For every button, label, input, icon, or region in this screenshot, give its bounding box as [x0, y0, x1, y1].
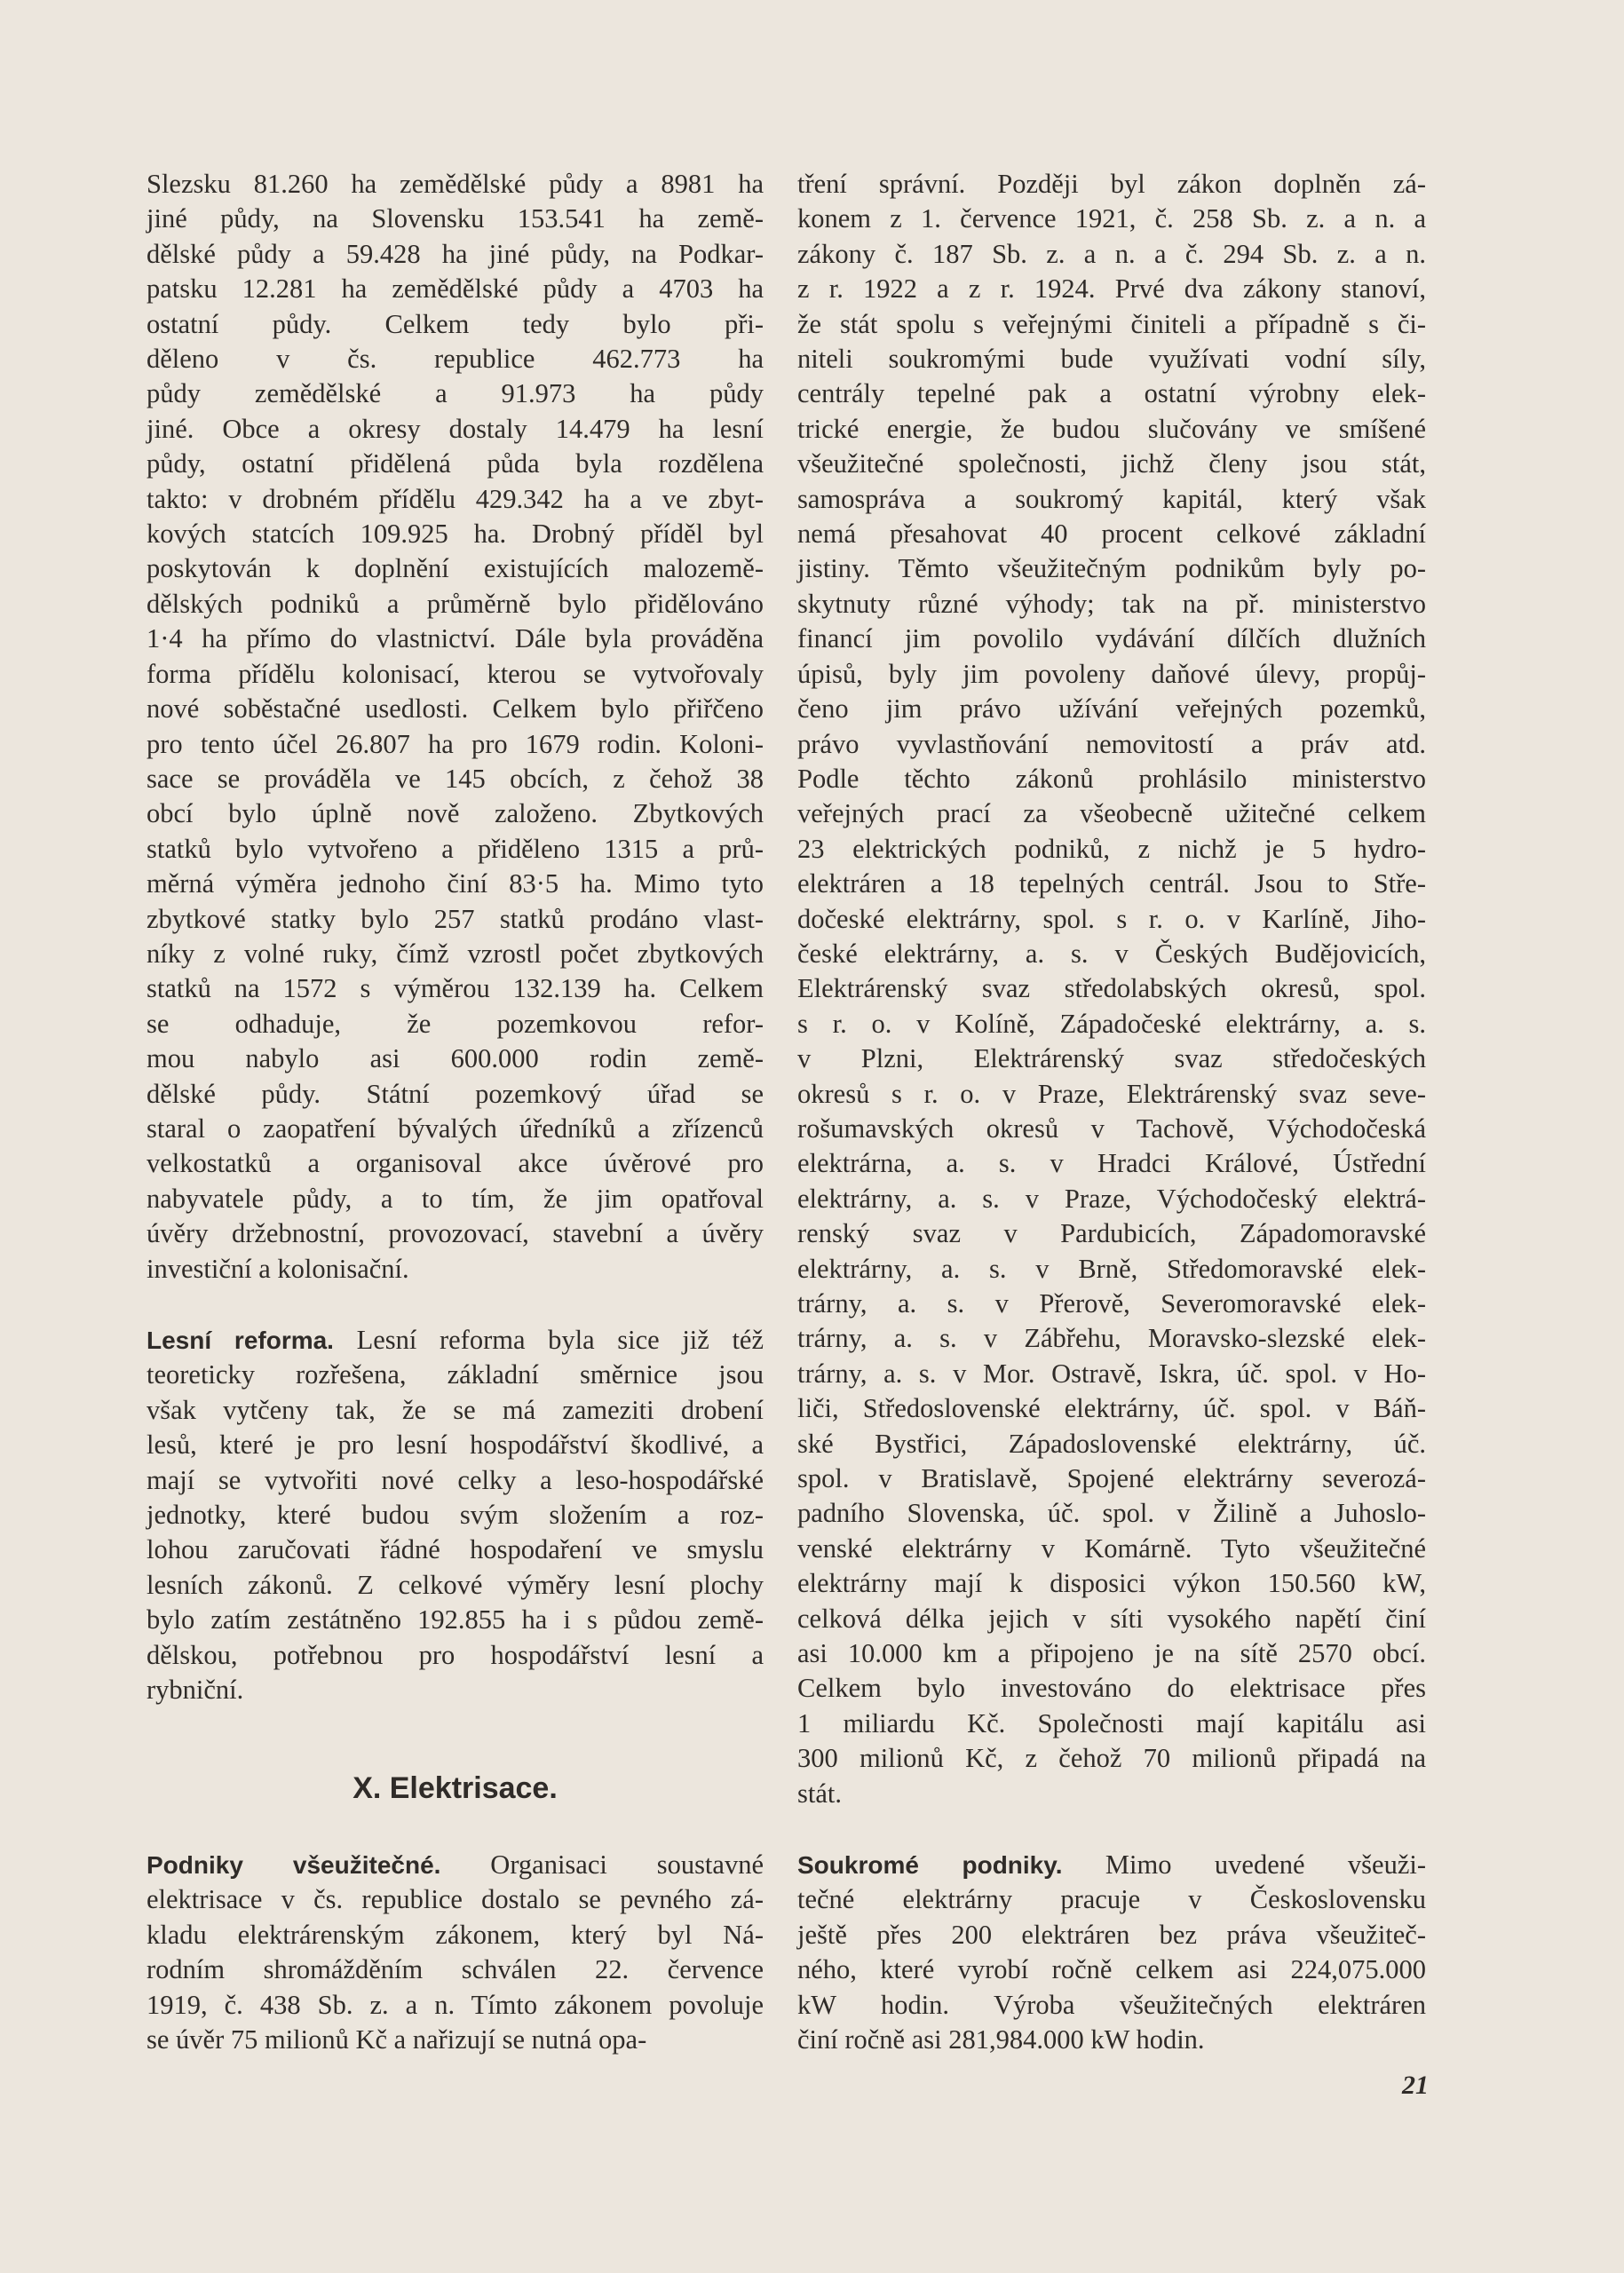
text-line: elektrárny, a. s. v Brně, Středomoravské elek- [797, 1253, 1426, 1284]
text-line: statků na 1572 s výměrou 132.139 ha. Celkem [147, 973, 764, 1004]
text-line: niteli soukromými bude využívati vodní síly, [797, 344, 1426, 375]
text-line: trárny, a. s. v Zábřehu, Moravsko-slezské elek- [797, 1323, 1426, 1354]
text-line: Podniky všeužitečné. Organisaci soustavné [147, 1849, 764, 1880]
text-line: úpisů, byly jim povoleny daňové úlevy, propůj- [797, 658, 1426, 689]
text-line: centrály tepelné pak a ostatní výrobny elek- [797, 378, 1426, 409]
text-line: čeno jim právo užívání veřejných pozemků, [797, 693, 1426, 725]
text-line: kových statcích 109.925 ha. Drobný příděl byl [147, 519, 764, 550]
text-line: 1919, č. 438 Sb. z. a n. Tímto zákonem povoluje [147, 1989, 764, 2020]
text-line: ostatní půdy. Celkem tedy bylo při- [147, 308, 764, 339]
text-line: že stát spolu s veřejnými činiteli a případně s či- [797, 308, 1426, 339]
text-line: Elektrárenský svaz středolabských okresů, spol. [797, 973, 1426, 1004]
text-line: ještě přes 200 elektráren bez práva všeužiteč- [797, 1919, 1426, 1950]
text-line: teoreticky rozřešena, základní směrnice jsou [147, 1359, 764, 1390]
text-line: 1 miliardu Kč. Společnosti mají kapitálu asi [797, 1707, 1426, 1738]
text-line: financí jim povolilo vydávání dílčích dlužních [797, 623, 1426, 654]
text-line: rybniční. [147, 1675, 244, 1706]
text-line: 1·4 ha přímo do vlastnictví. Dále byla prováděna [147, 623, 764, 654]
text-line: půdy, ostatní přidělená půda byla rozdělena [147, 448, 764, 479]
text-line: tření správní. Později byl zákon doplněn zá- [797, 169, 1426, 199]
right-column [797, 167, 1426, 2055]
text-line: liči, Středoslovenské elektrárny, úč. spol. v Báň- [797, 1393, 1426, 1424]
text-line: úvěry držebnostní, provozovací, stavební a úvěry [147, 1218, 764, 1249]
text-line: 23 elektrických podniků, z nichž je 5 hydro- [797, 833, 1426, 864]
text-line: právo vyvlastňování nemovitostí a práv atd. [797, 728, 1426, 759]
text-line: dělských podniků a průměrně bylo přidělováno [147, 588, 764, 619]
text-line: dočeské elektrárny, spol. s r. o. v Karlíně, Jiho- [797, 903, 1426, 934]
text-line: patsku 12.281 ha zemědělské půdy a 4703 ha [147, 273, 764, 305]
text-line: poskytován k doplnění existujících malozemě- [147, 553, 764, 584]
text-line: trické energie, že budou slučovány ve smíšené [797, 413, 1426, 444]
text-line: půdy zemědělské a 91.973 ha půdy [147, 378, 764, 409]
run-in-heading: Soukromé podniky. [797, 1851, 1063, 1879]
text-line: ské Bystřici, Západoslovenské elektrárny, úč. [797, 1428, 1426, 1459]
text-line: dělskou, potřebnou pro hospodářství lesní a [147, 1639, 764, 1670]
text-line: jiné půdy, na Slovensku 153.541 ha země- [147, 203, 764, 234]
text-line: mají se vytvořiti nové celky a leso-hospodářské [147, 1464, 764, 1495]
text-line: nabyvatele půdy, a to tím, že jim opatřoval [147, 1183, 764, 1214]
text-line: ného, které vyrobí ročně celkem asi 224,075.000 [797, 1954, 1426, 1985]
page-number: 21 [1402, 2071, 1429, 2100]
private-enterprises-paragraph [797, 1848, 1426, 2057]
text-line: Celkem bylo investováno do elektrisace přes [797, 1673, 1426, 1704]
text-line: okresů s r. o. v Praze, Elektrárenský svaz seve- [797, 1078, 1426, 1109]
text-line: veřejných prací za všeobecně užitečné celkem [797, 798, 1426, 829]
text-line: konem z 1. července 1921, č. 258 Sb. z. a n. a [797, 203, 1426, 234]
text-line: samospráva a soukromý kapitál, který však [797, 483, 1426, 514]
text-line: skytnuty různé výhody; tak na př. ministerstvo [797, 588, 1426, 619]
text-line: kW hodin. Výroba všeužitečných elektráren [797, 1989, 1426, 2020]
text-line: forma přídělu kolonisací, kterou se vytvořovaly [147, 658, 764, 689]
text-line: obcí bylo úplně nově založeno. Zbytkových [147, 798, 764, 829]
text-line: rošumavských okresů v Tachově, Východočeská [797, 1113, 1426, 1144]
text-line: padního Slovenska, úč. spol. v Žilině a Juhoslo- [797, 1498, 1426, 1529]
run-in-heading: Podniky všeužitečné. [147, 1851, 441, 1879]
text-line: činí ročně asi 281,984.000 kW hodin. [797, 2024, 1205, 2055]
text-line: pro tento účel 26.807 ha pro 1679 rodin. Koloni- [147, 728, 764, 759]
text-line: sace se prováděla ve 145 obcích, z čehož 38 [147, 763, 764, 794]
electrification-laws-paragraph [797, 167, 1426, 1811]
land-reform-paragraph [147, 167, 764, 1287]
section-title: X. Elektrisace. [353, 1771, 558, 1805]
text-line: tečné elektrárny pracuje v Československu [797, 1884, 1426, 1915]
run-in-heading: Lesní reforma. [147, 1327, 334, 1354]
text-line: stát. [797, 1778, 842, 1809]
text-line: investiční a kolonisační. [147, 1253, 409, 1284]
text-line: Slezsku 81.260 ha zemědělské půdy a 8981 ha [147, 169, 764, 199]
text-line: české elektrárny, a. s. v Českých Budějovicích, [797, 938, 1426, 969]
text-line: elektrárny mají k disposici výkon 150.560 kW, [797, 1568, 1426, 1599]
text-line: níky z volné ruky, čímž vzrostl počet zbytkových [147, 938, 764, 969]
text-line: bylo zatím zestátněno 192.855 ha i s půdou země- [147, 1604, 764, 1635]
text-line: nové soběstačné usedlosti. Celkem bylo přiřčeno [147, 693, 764, 725]
text-line: se odhaduje, že pozemkovou refor- [147, 1008, 764, 1039]
text-line: v Plzni, Elektrárenský svaz středočeských [797, 1043, 1426, 1074]
text-line: zákony č. 187 Sb. z. a n. a č. 294 Sb. z. a n. [797, 238, 1426, 269]
text-line: statků bylo vytvořeno a přiděleno 1315 a prů- [147, 833, 764, 864]
text-line: děleno v čs. republice 462.773 ha [147, 344, 764, 375]
text-line: trárny, a. s. v Mor. Ostravě, Iskra, úč. spol. v Ho- [797, 1358, 1426, 1389]
forest-reform-paragraph [147, 1323, 764, 1707]
text-line: Podle těchto zákonů prohlásilo ministerstvo [797, 763, 1426, 794]
text-line: trárny, a. s. v Přerově, Severomoravské elek- [797, 1288, 1426, 1319]
text-line: Soukromé podniky. Mimo uvedené všeuži- [797, 1849, 1426, 1880]
text-line: kladu elektrárenským zákonem, který byl Ná- [147, 1919, 764, 1950]
text-line: 300 milionů Kč, z čehož 70 milionů připadá na [797, 1743, 1426, 1774]
text-line: elektrárny, a. s. v Praze, Východočeský elektrá- [797, 1183, 1426, 1214]
text-line: asi 10.000 km a připojeno je na sítě 2570 obcí. [797, 1638, 1426, 1669]
text-line: renský svaz v Pardubicích, Západomoravské [797, 1218, 1426, 1249]
text-line: jiné. Obce a okresy dostaly 14.479 ha lesní [147, 413, 764, 444]
text-line: však vytčeny tak, že se má zameziti drobení [147, 1394, 764, 1425]
text-line: dělské půdy a 59.428 ha jiné půdy, na Podkar- [147, 238, 764, 269]
text-line: dělské půdy. Státní pozemkový úřad se [147, 1078, 764, 1109]
text-line: lesů, které je pro lesní hospodářství škodlivé, a [147, 1430, 764, 1461]
text-line: mou nabylo asi 600.000 rodin země- [147, 1043, 764, 1074]
text-line: se úvěr 75 milionů Kč a nařizují se nutná opa- [147, 2024, 647, 2055]
text-line: venské elektrárny v Komárně. Tyto všeužitečné [797, 1532, 1426, 1564]
text-line: celková délka jejich v síti vysokého napětí činí [797, 1603, 1426, 1634]
text-line: takto: v drobném přídělu 429.342 ha a ve zbyt- [147, 483, 764, 514]
text-line: spol. v Bratislavě, Spojené elektrárny severozá- [797, 1463, 1426, 1494]
text-line: jistiny. Těmto všeužitečným podnikům byly po- [797, 553, 1426, 584]
text-line: staral o zaopatření bývalých úředníků a zřízenců [147, 1113, 764, 1144]
text-line: z r. 1922 a z r. 1924. Prvé dva zákony stanoví, [797, 273, 1426, 305]
text-line: jednotky, které budou svým složením a roz- [147, 1500, 764, 1531]
public-utilities-paragraph [147, 1848, 764, 2057]
text-line: nemá přesahovat 40 procent celkové základní [797, 519, 1426, 550]
text-line: elektráren a 18 tepelných centrál. Jsou to Stře- [797, 868, 1426, 899]
text-line: s r. o. v Kolíně, Západočeské elektrárny, a. s. [797, 1008, 1426, 1039]
text-line: lohou zaručovati řádné hospodaření ve smyslu [147, 1534, 764, 1565]
text-line: všeužitečné společnosti, jichž členy jsou stát, [797, 448, 1426, 479]
text-line: měrná výměra jednoho činí 83·5 ha. Mimo tyto [147, 868, 764, 899]
text-line: Lesní reforma. Lesní reforma byla sice již též [147, 1325, 764, 1355]
text-line: elektrárna, a. s. v Hradci Králové, Ústřední [797, 1148, 1426, 1179]
text-line: rodním shromážděním schválen 22. července [147, 1954, 764, 1985]
text-line: zbytkové statky bylo 257 statků prodáno vlast- [147, 903, 764, 934]
text-line: elektrisace v čs. republice dostalo se pevného zá- [147, 1884, 764, 1915]
text-line: velkostatků a organisoval akce úvěrové pro [147, 1148, 764, 1179]
text-line: lesních zákonů. Z celkové výměry lesní plochy [147, 1569, 764, 1600]
